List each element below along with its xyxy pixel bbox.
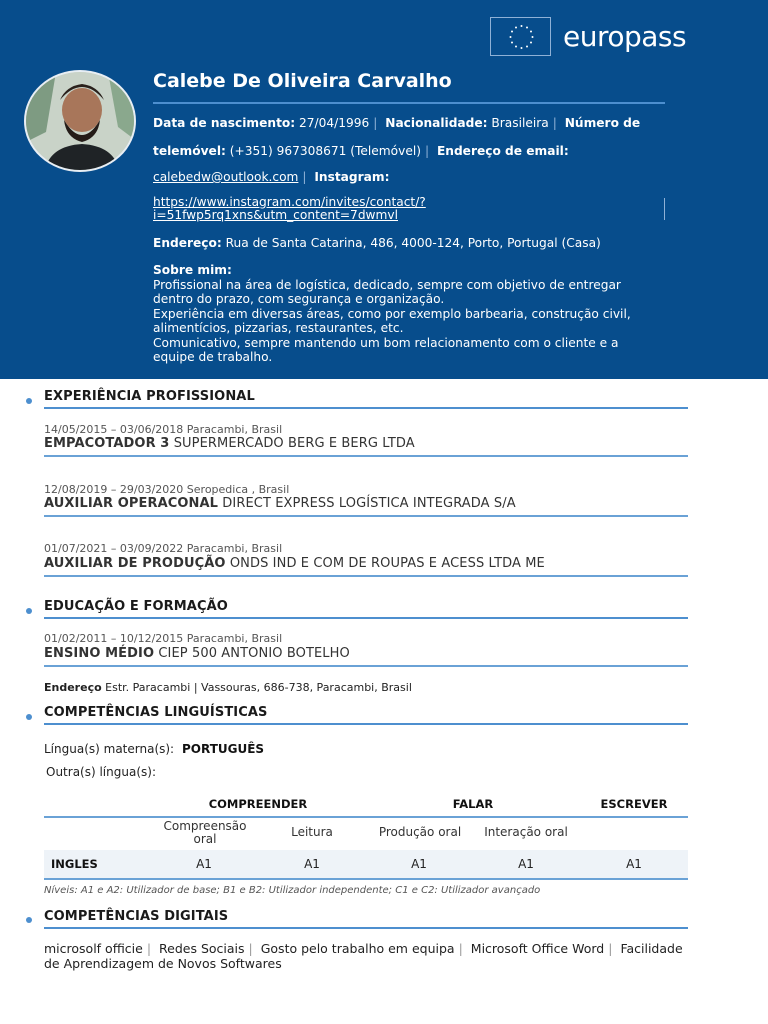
digital-title: COMPETÊNCIAS DIGITAIS (44, 909, 229, 924)
role-title: AUXILIAR OPERACONAL (44, 496, 219, 511)
instagram-link[interactable] (153, 196, 668, 222)
subheader-compreensao-oral: Compreensão oral (163, 819, 247, 846)
education-address (44, 681, 412, 694)
subheader-producao-oral: Produção oral (378, 825, 462, 839)
section-bullet-icon (26, 714, 32, 720)
name-divider (153, 102, 665, 104)
about-label: Sobre mim: (153, 263, 232, 277)
item-divider (44, 455, 688, 457)
languages-rule (44, 723, 688, 725)
digital-rule (44, 927, 688, 929)
nationality-value: Brasileira (491, 116, 549, 130)
about-text-line: Profissional na área de logística, dedicado, sempre com objetivo de entregar (153, 278, 621, 292)
section-bullet-icon (26, 608, 32, 614)
contact-line-1: Data de nascimento: 27/04/1996 | Nacionalidade: Brasileira | Número de (153, 116, 641, 130)
address-label: Endereço (44, 681, 102, 694)
birth-label: Data de nascimento: (153, 116, 296, 130)
about-text-line: dentro do prazo, com segurança e organização. (153, 292, 445, 306)
education-title: EDUCAÇÃO E FORMAÇÃO (44, 599, 228, 614)
skill-item: Redes Sociais (159, 941, 245, 956)
experience-role (44, 436, 415, 452)
experience-title: EXPERIÊNCIA PROFISSIONAL (44, 389, 255, 404)
table-header-rule (44, 816, 688, 818)
experience-date: 14/05/2015 – 03/06/2018 Paracambi, Brasil (44, 423, 283, 436)
other-languages-label: Outra(s) língua(s): (46, 765, 156, 779)
company-name: DIRECT EXPRESS LOGÍSTICA INTEGRADA S/A (222, 496, 516, 511)
phone-label-cont: telemóvel: (153, 144, 226, 158)
company-name: ONDS IND E COM DE ROUPAS E ACESS LTDA ME (229, 556, 545, 571)
level-cell: A1 (304, 857, 320, 871)
table-row (44, 850, 688, 878)
about-text-line: Comunicativo, sempre mantendo um bom relacionamento com o cliente e a (153, 336, 619, 350)
email-link[interactable]: calebedw@outlook.com (153, 170, 299, 184)
language-name: INGLES (51, 857, 98, 871)
about-text-line: Experiência em diversas áreas, como por exemplo barbearia, construção civil, (153, 307, 631, 321)
instagram-url-line2[interactable]: i=51fwp5rq1xns&utm_content=7dwmvl (153, 208, 398, 222)
subheader-interacao-oral: Interação oral (484, 825, 568, 839)
role-title: AUXILIAR DE PRODUÇÃO (44, 556, 226, 571)
address-value: Estr. Paracambi | Vassouras, 686-738, Paracambi, Brasil (105, 681, 412, 694)
item-divider (44, 515, 688, 517)
skill-item: Facilidade (620, 941, 683, 956)
item-divider (44, 575, 688, 577)
education-rule (44, 617, 688, 619)
avatar (24, 70, 136, 172)
email-label: Endereço de email: (436, 144, 569, 158)
address-line (153, 236, 668, 250)
digital-skills-list: microsolf officie | Redes Sociais | Gosto pelo trabalho em equipa | Microsoft Office Word | Facilidade de Aprendizagem de Novos Softwares (44, 941, 683, 971)
person-name: Calebe De Oliveira Carvalho (153, 70, 452, 92)
about-text-line: equipe de trabalho. (153, 350, 273, 364)
mother-tongue-label: Língua(s) materna(s): (44, 742, 175, 756)
birth-value: 27/04/1996 (299, 116, 370, 130)
company-name: SUPERMERCADO BERG E BERG LTDA (173, 436, 415, 451)
experience-rule (44, 407, 688, 409)
subheader-leitura: Leitura (291, 825, 333, 839)
instagram-url-line1[interactable]: https://www.instagram.com/invites/contact/? (153, 195, 426, 209)
languages-title: COMPETÊNCIAS LINGUÍSTICAS (44, 705, 268, 720)
separator-bar (664, 198, 665, 220)
about-text-line: alimentícios, pizzarias, restaurantes, etc. (153, 321, 404, 335)
education-date: 01/02/2011 – 10/12/2015 Paracambi, Brasil (44, 632, 283, 645)
europass-logo: europass (563, 20, 687, 53)
address-label: Endereço: (153, 236, 222, 250)
nationality-label: Nacionalidade: (385, 116, 488, 130)
role-title: EMPACOTADOR 3 (44, 436, 170, 451)
address-value: Rua de Santa Catarina, 486, 4000-124, Porto, Portugal (Casa) (225, 236, 601, 250)
education-level: ENSINO MÉDIO (44, 646, 155, 661)
header-falar: FALAR (452, 797, 494, 811)
contact-line-3: calebedw@outlook.com | Instagram: (153, 170, 390, 184)
skill-item: Gosto pelo trabalho em equipa (260, 941, 455, 956)
experience-date: 12/08/2019 – 29/03/2020 Seropedica , Brasil (44, 483, 290, 496)
experience-date: 01/07/2021 – 03/09/2022 Paracambi, Brasil (44, 542, 283, 555)
header-compreender: COMPREENDER (208, 797, 308, 811)
phone-label: Número de (564, 116, 641, 130)
section-bullet-icon (26, 917, 32, 923)
header-escrever: ESCREVER (600, 797, 668, 811)
level-cell: A1 (626, 857, 642, 871)
school-name: CIEP 500 ANTONIO BOTELHO (158, 646, 350, 661)
contact-line-2: telemóvel: (+351) 967308671 (Telemóvel) | Endereço de email: (153, 144, 569, 158)
level-cell: A1 (518, 857, 534, 871)
levels-note: Níveis: A1 e A2: Utilizador de base; B1 e B2: Utilizador independente; C1 e C2: Utilizador avançado (44, 885, 541, 896)
level-cell: A1 (411, 857, 427, 871)
education-entry (44, 646, 350, 662)
skill-item: microsolf officie (44, 941, 143, 956)
section-bullet-icon (26, 398, 32, 404)
mother-tongue-value: PORTUGUÊS (182, 742, 265, 756)
item-divider (44, 665, 688, 667)
header-banner (0, 0, 768, 379)
phone-value: (+351) 967308671 (Telemóvel) (229, 144, 421, 158)
table-bottom-rule (44, 878, 688, 880)
skill-item: Microsoft Office Word (470, 941, 605, 956)
experience-role (44, 496, 516, 512)
experience-role (44, 556, 545, 572)
skill-item-continuation: de Aprendizagem de Novos Softwares (44, 956, 282, 971)
instagram-label: Instagram: (314, 170, 390, 184)
level-cell: A1 (196, 857, 212, 871)
eu-flag-icon (490, 17, 551, 56)
